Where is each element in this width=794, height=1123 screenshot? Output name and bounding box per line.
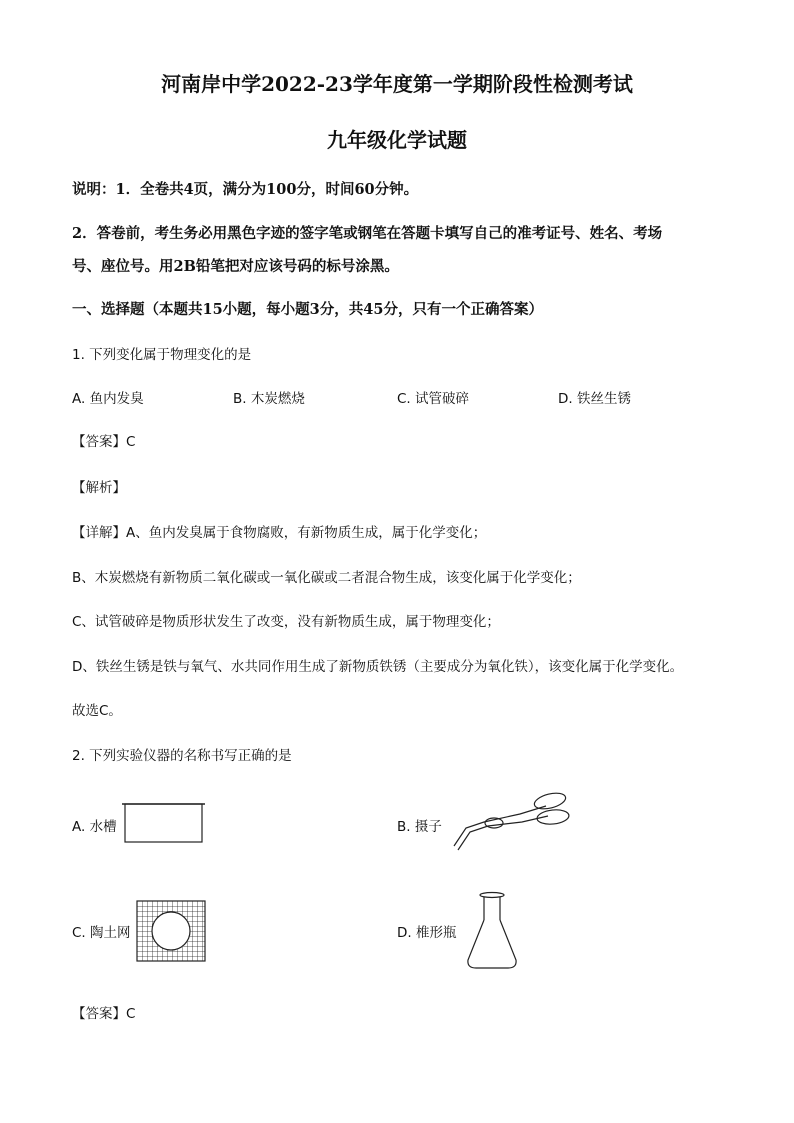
question-2-option-c: C. 陶土网: [72, 925, 131, 941]
question-1-analysis-line-3: C、试管破碎是物质形状发生了改变，没有新物质生成，属于物理变化；: [72, 614, 500, 630]
question-1-answer: 【答案】C: [72, 434, 136, 450]
question-1-option-d: D. 铁丝生锈: [558, 391, 631, 407]
question-1-analysis-line-2: B、木炭燃烧有新物质二氧化碳或一氧化碳或二者混合物生成，该变化属于化学变化；: [72, 570, 581, 586]
question-1-option-a: A. 鱼内发臭: [72, 391, 144, 407]
question-1-conclusion: 故选C。: [72, 703, 122, 719]
instruction-line-2: 2．答卷前，考生务必用黑色字迹的签字笔或钢笔在答题卡填写自己的准考证号、姓名、考场: [72, 225, 663, 242]
question-1-analysis-line-4: D、铁丝生锈是铁与氧气、水共同作用生成了新物质铁锈（主要成分为氧化铁），该变化属于化学变化。: [72, 659, 684, 675]
question-2-option-a: A. 水槽: [72, 819, 117, 835]
question-1-analysis-line-1: 【详解】A、鱼内发臭属于食物腐败，有新物质生成，属于化学变化；: [72, 525, 487, 541]
instruction-line-3: 号、座位号。用2B铅笔把对应该号码的标号涂黑。: [72, 258, 399, 275]
question-2-answer: 【答案】C: [72, 1006, 136, 1022]
section-heading: 一、选择题（本题共15小题，每小题3分，共45分，只有一个正确答案）: [72, 301, 543, 318]
question-1-stem: 1. 下列变化属于物理变化的是: [72, 347, 252, 363]
question-2-option-b: B. 摄子: [397, 819, 442, 835]
question-2-stem: 2. 下列实验仪器的名称书写正确的是: [72, 748, 292, 764]
instruction-line-1: 说明：1．全卷共4页，满分为100分，时间60分钟。: [72, 181, 419, 198]
question-1-option-b: B. 木炭燃烧: [233, 391, 305, 407]
question-2-option-d: D. 椎形瓶: [397, 925, 457, 941]
page-title: 河南岸中学2022-23学年度第一学期阶段性检测考试: [161, 72, 633, 96]
page-subtitle: 九年级化学试题: [327, 128, 467, 152]
question-1-option-c: C. 试管破碎: [397, 391, 470, 407]
question-1-analysis-label: 【解析】: [72, 480, 126, 496]
